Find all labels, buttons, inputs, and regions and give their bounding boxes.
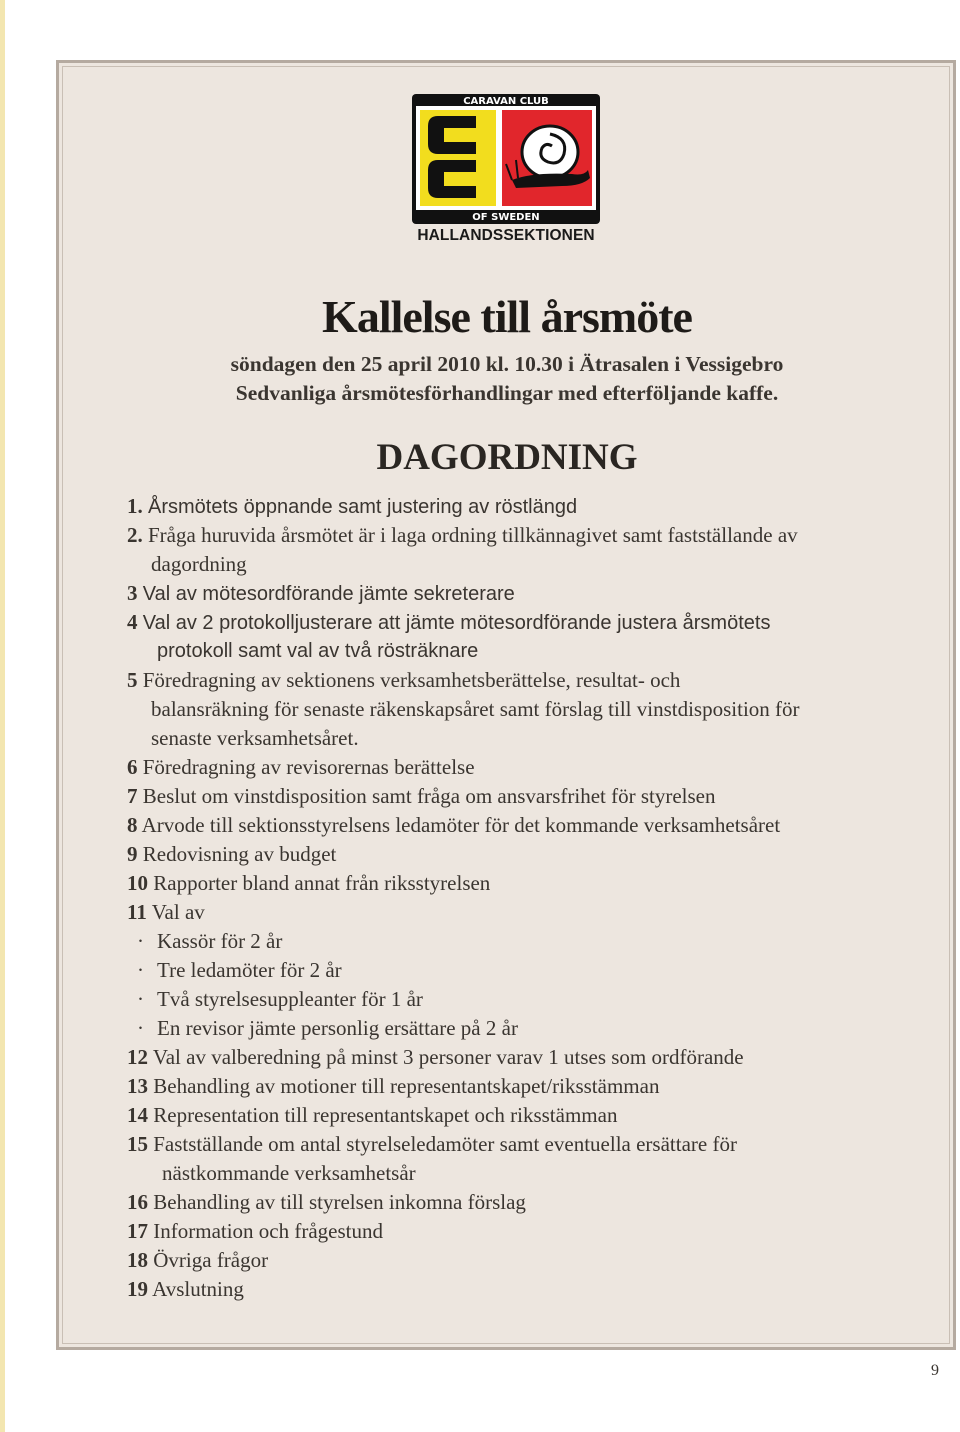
agenda-item-continuation: protokoll samt val av två rösträknare (157, 640, 479, 662)
agenda-heading: DAGORDNING (376, 437, 638, 478)
agenda-item-continuation: balansräkning för senaste räkenskapsåret samt förslag till vinstdisposition för (151, 697, 800, 721)
agenda-item-number: 6 (127, 755, 138, 779)
page-number: 9 (931, 1362, 939, 1379)
agenda-item-7 (127, 782, 917, 811)
section-name: HALLANDSSEKTIONEN (417, 227, 595, 244)
election-bullet (127, 956, 917, 985)
bullet-text: Två styrelsesuppleanter för 1 år (157, 987, 423, 1011)
agenda-item-number: 18 (127, 1248, 148, 1272)
page-title: Kallelse till årsmöte (322, 291, 692, 342)
agenda-item-continuation: dagordning (151, 552, 247, 576)
bullet-text: Tre ledamöter för 2 år (157, 958, 342, 982)
election-bullet (127, 927, 917, 956)
agenda-item-14 (127, 1101, 917, 1130)
logo-bottom-text: OF SWEDEN (472, 212, 540, 223)
agenda-item-text: Avslutning (152, 1277, 244, 1301)
agenda-item-text: Behandling av motioner till representantskapet/riksstämman (153, 1074, 660, 1098)
agenda-item-number: 4 (127, 610, 138, 634)
agenda-list (127, 492, 917, 1304)
agenda-item-1 (127, 492, 917, 521)
agenda-item-8 (127, 811, 917, 840)
agenda-item-number: 16 (127, 1190, 148, 1214)
election-bullet (127, 985, 917, 1014)
agenda-item-text: Val av (151, 900, 205, 924)
agenda-item-6 (127, 753, 917, 782)
agenda-item-16 (127, 1188, 917, 1217)
agenda-item-number: 14 (127, 1103, 148, 1127)
agenda-item-text: Beslut om vinstdisposition samt fråga om ansvarsfrihet för styrelsen (142, 784, 716, 808)
agenda-item-18 (127, 1246, 917, 1275)
agenda-item-number: 3 (127, 581, 138, 605)
agenda-item-number: 1. (127, 494, 143, 518)
agenda-item-12 (127, 1043, 917, 1072)
election-bullet (127, 1014, 917, 1043)
agenda-item-number: 7 (127, 784, 138, 808)
agenda-item-text: Redovisning av budget (142, 842, 337, 866)
agenda-item-text: Rapporter bland annat från riksstyrelsen (153, 871, 491, 895)
agenda-item-number: 19 (127, 1277, 148, 1301)
agenda-item-5 (127, 666, 917, 695)
agenda-item-text: Fråga huruvida årsmötet är i laga ordning tillkännagivet samt fastställande av (148, 523, 798, 547)
agenda-item-number: 8 (127, 813, 138, 837)
agenda-item-15 (127, 1130, 917, 1159)
bullet-text: Kassör för 2 år (157, 929, 283, 953)
agenda-item-text: Fastställande om antal styrelseledamöter samt eventuella ersättare för (153, 1132, 737, 1156)
agenda-item-number: 9 (127, 842, 138, 866)
agenda-item-text: Representation till representantskapet och riksstämman (153, 1103, 618, 1127)
agenda-item-number: 10 (127, 871, 148, 895)
agenda-item-text: Val av 2 protokolljusterare att jämte mötesordförande justera årsmötets (142, 612, 771, 634)
agenda-item-text: Information och frågestund (153, 1219, 384, 1243)
meeting-date-line: söndagen den 25 april 2010 kl. 10.30 i Ätrasalen i Vessigebro (230, 352, 784, 376)
caravan-club-logo (412, 94, 600, 224)
agenda-item-number: 11 (127, 900, 147, 924)
agenda-item-text: Övriga frågor (153, 1248, 269, 1272)
agenda-item-10 (127, 869, 917, 898)
agenda-item-continuation: nästkommande verksamhetsår (162, 1161, 416, 1185)
agenda-item-text: Föredragning av revisorernas berättelse (142, 755, 475, 779)
agenda-item-text: Arvode till sektionsstyrelsens ledamöter för det kommande verksamhetsåret (141, 813, 781, 837)
agenda-item-text: Val av valberedning på minst 3 personer varav 1 utses som ordförande (152, 1045, 744, 1069)
page-edge-stripe (0, 0, 5, 1432)
agenda-item-2 (127, 521, 917, 550)
agenda-item-13 (127, 1072, 917, 1101)
meeting-description-line: Sedvanliga årsmötesförhandlingar med efterföljande kaffe. (235, 381, 779, 405)
agenda-item-number: 2. (127, 523, 143, 547)
agenda-item-3 (127, 579, 917, 608)
bullet-dot: · (137, 929, 144, 953)
bullet-dot: · (137, 958, 144, 982)
agenda-item-text: Behandling av till styrelsen inkomna förslag (153, 1190, 526, 1214)
agenda-item-text: Föredragning av sektionens verksamhetsberättelse, resultat- och (142, 668, 681, 692)
agenda-item-continuation: senaste verksamhetsåret. (151, 726, 359, 750)
bullet-dot: · (137, 1016, 144, 1040)
agenda-item-number: 13 (127, 1074, 148, 1098)
agenda-item-number: 5 (127, 668, 138, 692)
agenda-item-text: Årsmötets öppnande samt justering av röstlängd (148, 496, 578, 518)
bullet-dot: · (137, 987, 144, 1011)
logo-top-text: CARAVAN CLUB (463, 96, 549, 107)
agenda-item-4 (127, 608, 917, 637)
agenda-item-number: 15 (127, 1132, 148, 1156)
bullet-text: En revisor jämte personlig ersättare på 2 år (157, 1016, 518, 1040)
agenda-item-19 (127, 1275, 917, 1304)
agenda-item-11 (127, 898, 917, 927)
agenda-item-number: 12 (127, 1045, 148, 1069)
agenda-item-17 (127, 1217, 917, 1246)
agenda-item-number: 17 (127, 1219, 148, 1243)
agenda-item-9 (127, 840, 917, 869)
agenda-item-text: Val av mötesordförande jämte sekreterare (142, 583, 515, 605)
